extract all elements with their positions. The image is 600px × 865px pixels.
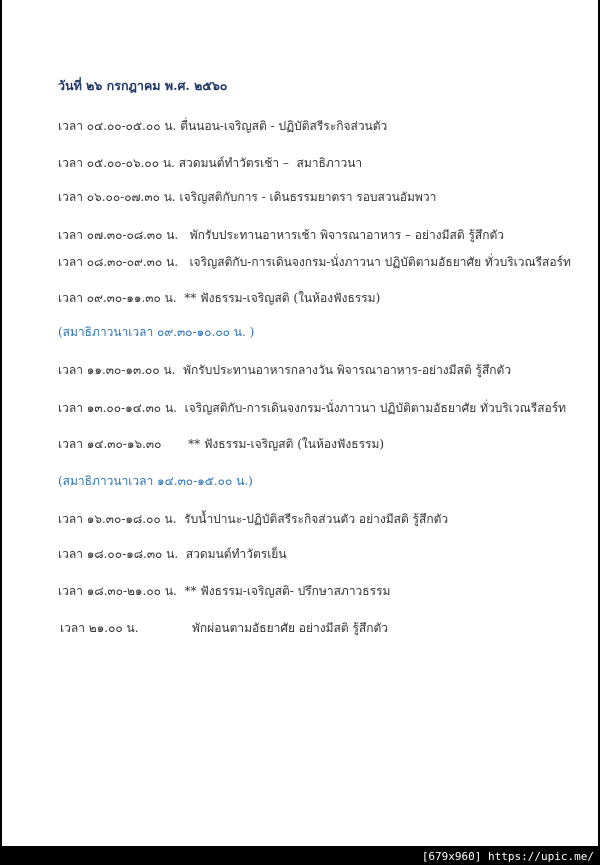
schedule-row	[58, 436, 384, 452]
schedule-row	[58, 362, 511, 378]
schedule-row	[58, 290, 380, 306]
schedule-row	[58, 583, 390, 599]
schedule-activity: ** ฟังธรรม-เจริญสติ- ปรึกษาสภาวธรรม	[176, 584, 391, 598]
schedule-activity: เจริญสติกับการ - เดินธรรมยาตรา รอบสวนอัมพวา	[175, 190, 437, 204]
schedule-activity: ตื่นนอน-เจริญสติ - ปฏิบัติสรีระกิจส่วนตัว	[176, 119, 388, 133]
schedule-time: เวลา ๑๓.๐๐-๑๔.๓๐ น.	[58, 401, 177, 415]
document-page	[2, 0, 598, 846]
schedule-activity: สวดมนต์ทำวัตรเช้า – สมาธิภาวนา	[174, 156, 363, 170]
schedule-time: เวลา ๑๖.๓๐-๑๘.๐๐ น.	[58, 512, 177, 526]
schedule-activity: เจริญสติกับ-การเดินจงกรม-นั่งภาวนา ปฏิบัติตามอัธยาศัย ทั่วบริเวณรีสอร์ท	[178, 255, 571, 269]
schedule-activity: พักรับประทานอาหารกลางวัน พิจารณาอาหาร-อย่างมีสติ รู้สึกตัว	[175, 363, 512, 377]
schedule-activity: สวดมนต์ทำวัตรเย็น	[178, 547, 287, 561]
schedule-activity: รับน้ำปานะ-ปฏิบัติสรีระกิจส่วนตัว อย่างมีสติ รู้สึกตัว	[176, 512, 449, 526]
schedule-activity: พักรับประทานอาหารเช้า พิจารณาอาหาร – อย่างมีสติ รู้สึกตัว	[178, 228, 505, 242]
page-title: วันที่ ๒๖ กรกฎาคม พ.ศ. ๒๕๖๐	[58, 78, 228, 93]
schedule-row	[58, 254, 571, 270]
schedule-time: เวลา ๐๔.๐๐-๐๕.๐๐ น.	[58, 119, 177, 133]
schedule-time: เวลา ๑๔.๓๐-๑๖.๓๐	[58, 437, 162, 451]
schedule-row	[58, 155, 362, 171]
schedule-time: เวลา ๒๑.๐๐ น.	[60, 621, 139, 635]
schedule-row	[58, 400, 566, 416]
schedule-time: เวลา ๐๙.๓๐-๑๑.๓๐ น.	[58, 291, 177, 305]
schedule-row	[58, 546, 287, 562]
schedule-row	[58, 511, 448, 527]
image-host-watermark: [679x960] https://upic.me/	[421, 850, 594, 863]
schedule-time: เวลา ๐๘.๓๐-๐๙.๓๐ น.	[58, 255, 179, 269]
schedule-time: เวลา ๐๕.๐๐-๐๖.๐๐ น.	[58, 156, 175, 170]
schedule-row	[58, 118, 387, 134]
schedule-activity: เจริญสติกับ-การเดินจงกรม-นั่งภาวนา ปฏิบัติตามอัธยาศัย ทั่วบริเวณรีสอร์ท	[176, 401, 567, 415]
schedule-activity: พักผ่อนตามอัธยาศัย อย่างมีสติ รู้สึกตัว	[138, 621, 389, 635]
schedule-row	[60, 620, 388, 636]
schedule-activity: ** ฟังธรรม-เจริญสติ (ในห้องฟังธรรม)	[161, 437, 385, 451]
meditation-note: (สมาธิภาวนาเวลา ๑๔.๓๐-๑๕.๐๐ น.)	[58, 474, 253, 488]
schedule-time: เวลา ๑๑.๓๐-๑๓.๐๐ น.	[58, 363, 176, 377]
schedule-time: เวลา ๑๘.๓๐-๒๑.๐๐ น.	[58, 584, 177, 598]
schedule-row	[58, 189, 436, 205]
schedule-row	[58, 227, 504, 243]
schedule-activity: ** ฟังธรรม-เจริญสติ (ในห้องฟังธรรม)	[176, 291, 381, 305]
meditation-note: (สมาธิภาวนาเวลา ๐๙.๓๐-๑๐.๐๐ น. )	[58, 325, 255, 339]
schedule-time: เวลา ๐๗.๓๐-๐๘.๓๐ น.	[58, 228, 179, 242]
schedule-time: เวลา ๐๖.๐๐-๐๗.๓๐ น.	[58, 190, 176, 204]
schedule-time: เวลา ๑๘.๐๐-๑๘.๓๐ น.	[58, 547, 179, 561]
